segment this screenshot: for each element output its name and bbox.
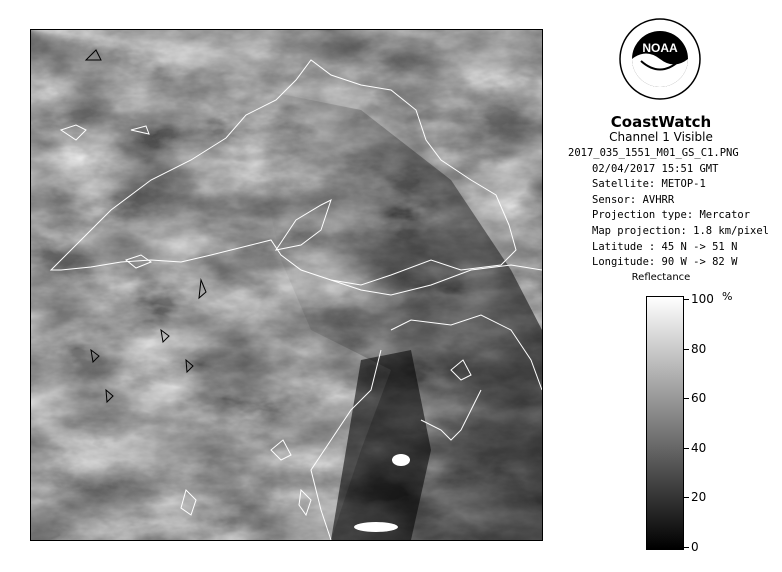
colorbar: [646, 296, 684, 550]
lake-ice: [354, 522, 398, 532]
filename: 2017_035_1551_M01_GS_C1.PNG: [568, 147, 739, 159]
colorbar-unit: %: [722, 290, 733, 303]
satellite-image: [30, 29, 543, 541]
colorbar-tick: [683, 398, 689, 399]
satellite-image-svg: [31, 30, 542, 540]
colorbar-tick: [683, 547, 689, 548]
satellite: Satellite: METOP-1: [592, 178, 706, 191]
colorbar-tick: [683, 299, 689, 300]
title: CoastWatch: [610, 113, 712, 131]
latitude: Latitude : 45 N -> 51 N: [592, 240, 738, 253]
subtitle: Channel 1 Visible: [609, 130, 713, 144]
colorbar-tick-label: 40: [691, 440, 707, 455]
colorbar-tick-label: 80: [691, 341, 707, 356]
projection-type: Projection type: Mercator: [592, 209, 751, 222]
logo-text: NOAA: [642, 41, 678, 55]
noaa-logo: [619, 18, 701, 100]
colorbar-tick-label: 20: [691, 490, 707, 505]
metadata-block: [568, 146, 768, 271]
sensor: Sensor: AVHRR: [592, 193, 675, 206]
colorbar-tick: [683, 349, 689, 350]
map-projection: Map projection: 1.8 km/pixel: [592, 224, 770, 237]
longitude: Longitude: 90 W -> 82 W: [592, 256, 738, 269]
colorbar-label: Reflectance: [631, 272, 691, 283]
colorbar-tick: [683, 448, 689, 449]
colorbar-tick: [683, 497, 689, 498]
colorbar-tick-label: 100: [691, 292, 714, 306]
colorbar-tick-label: 0: [691, 540, 699, 554]
lake-ice: [392, 454, 410, 466]
colorbar-tick-label: 60: [691, 391, 707, 406]
datetime: 02/04/2017 15:51 GMT: [592, 162, 719, 175]
